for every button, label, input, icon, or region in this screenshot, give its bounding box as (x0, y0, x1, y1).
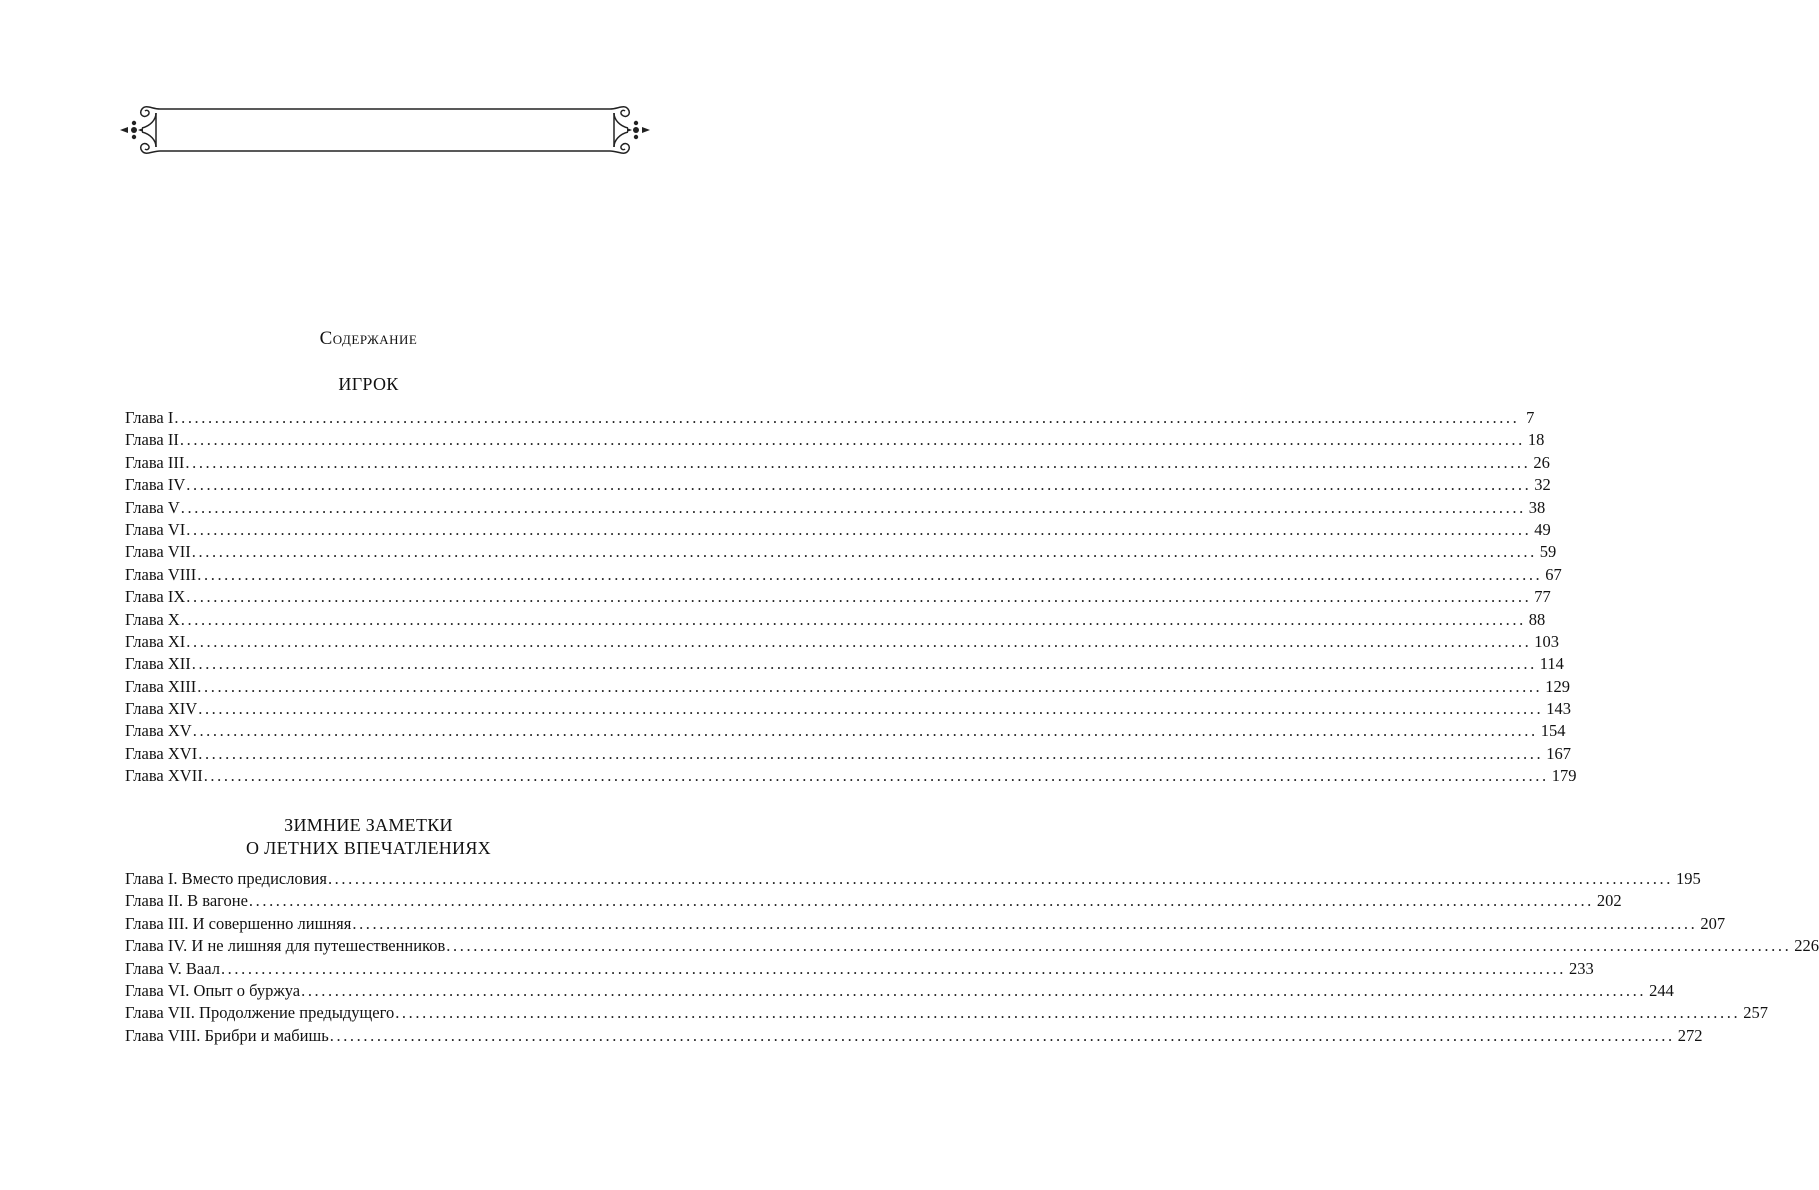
section-heading-line: ЗИМНИЕ ЗАМЕТКИ (284, 815, 453, 835)
toc-entry-label: Глава II (125, 430, 179, 450)
toc-entry-label: Глава IV (125, 475, 186, 495)
toc-entry (125, 698, 1571, 720)
toc-leader-dots: ........................................................................................................................................................................................................ (198, 699, 1544, 719)
toc-leader-dots: ........................................................................................................................................................................................................ (198, 743, 1544, 763)
toc-leader-dots: ........................................................................................................................................................................................................ (301, 980, 1647, 1000)
toc-entry-label: Глава VI (125, 519, 186, 539)
toc-entry-page: 18 (1527, 430, 1545, 450)
toc-entry (125, 676, 1571, 698)
toc-entry-page: 67 (1545, 564, 1562, 584)
toc-entry-label: Глава XV (125, 721, 192, 741)
toc-entry (125, 1025, 1703, 1047)
toc-entry-page: 143 (1546, 699, 1571, 719)
toc-entry-label: Глава XI (125, 631, 186, 651)
toc-entry-label: Глава XVI (125, 743, 198, 763)
toc-entry (125, 407, 1535, 429)
toc-entry-label: Глава II. В вагоне (125, 891, 248, 911)
toc-entry-page: 103 (1534, 631, 1560, 651)
toc-entry-label: Глава VI. Опыт о буржуа (125, 980, 301, 1000)
toc-list-zimnie-zametki (125, 868, 1819, 1047)
toc-entry-label: Глава XII (125, 654, 191, 674)
toc-entry (125, 564, 1562, 586)
toc-leader-dots: ........................................................................................................................................................................................................ (327, 869, 1673, 888)
toc-entry-page: 26 (1533, 452, 1550, 472)
section-heading-igrok (0, 373, 737, 396)
toc-entry-page: 233 (1568, 958, 1594, 978)
toc-leader-dots: ........................................................................................................................................................................................................ (174, 408, 1520, 427)
toc-entry (125, 980, 1674, 1002)
toc-entry (125, 497, 1546, 519)
toc-entry-page: 244 (1649, 980, 1674, 1000)
toc-entry-label: Глава IV. И не лишняя для путешественников (125, 936, 446, 956)
toc-leader-dots: ........................................................................................................................................................................................................ (220, 958, 1566, 978)
toc-entry-label: Глава VIII. Брибри и мабишь (125, 1025, 329, 1045)
toc-entry-page: 154 (1540, 721, 1566, 741)
toc-leader-dots: ........................................................................................................................................................................................................ (186, 519, 1532, 539)
toc-list-igrok (125, 407, 1577, 788)
toc-leader-dots: ........................................................................................................................................................................................................ (186, 475, 1532, 495)
toc-title: Содержание (319, 328, 418, 349)
toc-leader-dots: ........................................................................................................................................................................................................ (186, 631, 1532, 651)
toc-entry-label: Глава III. И совершенно лишняя (125, 913, 352, 933)
toc-entry-page: 195 (1675, 869, 1701, 888)
toc-entry-page: 226 (1794, 936, 1819, 956)
toc-entry-label: Глава V (125, 497, 180, 517)
toc-entry (125, 1002, 1768, 1024)
toc-entry (125, 452, 1550, 474)
toc-entry-page: 114 (1539, 654, 1564, 674)
toc-entry-page: 77 (1534, 587, 1551, 607)
toc-entry-label: Глава VII. Продолжение предыдущего (125, 1003, 395, 1023)
toc-entry (125, 586, 1551, 608)
toc-entry (125, 890, 1622, 912)
toc-entry-page: 49 (1534, 519, 1551, 539)
toc-entry (125, 609, 1546, 631)
toc-leader-dots: ........................................................................................................................................................................................................ (185, 452, 1531, 472)
toc-entry-page: 7 (1526, 408, 1535, 427)
toc-entry-label: Глава X (125, 609, 180, 629)
toc-leader-dots: ........................................................................................................................................................................................................ (191, 542, 1537, 562)
toc-leader-dots: ........................................................................................................................................................................................................ (446, 936, 1792, 956)
toc-entry-label: Глава XIV (125, 699, 198, 719)
toc-entry-page: 129 (1545, 676, 1571, 696)
toc-entry-page: 38 (1528, 497, 1546, 517)
toc-entry (125, 541, 1557, 563)
toc-entry (125, 935, 1819, 957)
toc-entry (125, 653, 1564, 675)
toc-leader-dots: ........................................................................................................................................................................................................ (395, 1003, 1741, 1023)
toc-leader-dots: ........................................................................................................................................................................................................ (203, 766, 1549, 786)
toc-entry (125, 519, 1551, 541)
toc-entry (125, 720, 1566, 742)
toc-entry-label: Глава I (125, 408, 174, 427)
toc-entry-page: 202 (1596, 891, 1622, 911)
toc-entry (125, 429, 1545, 451)
toc-entry-page: 179 (1551, 766, 1577, 786)
toc-leader-dots: ........................................................................................................................................................................................................ (191, 654, 1537, 674)
toc-entry-label: Глава IX (125, 587, 186, 607)
toc-leader-dots: ........................................................................................................................................................................................................ (248, 891, 1594, 911)
toc-entry (125, 474, 1551, 496)
toc-entry-label: Глава I. Вместо предисловия (125, 869, 327, 888)
toc-entry (125, 958, 1594, 980)
toc-leader-dots: ........................................................................................................................................................................................................ (180, 497, 1526, 517)
section-heading-zimnie-zametki (0, 814, 737, 860)
section-heading-line: ИГРОК (338, 374, 399, 394)
toc-leader-dots: ........................................................................................................................................................................................................ (180, 609, 1526, 629)
toc-entry-label: Глава XVII (125, 766, 203, 786)
toc-entry-page: 207 (1700, 913, 1726, 933)
toc-entry (125, 743, 1571, 765)
toc-entry-page: 272 (1677, 1025, 1703, 1045)
toc-entry-label: Глава III (125, 452, 185, 472)
toc-entry-label: Глава VII (125, 542, 191, 562)
toc-entry-page: 88 (1528, 609, 1546, 629)
toc-entry (125, 913, 1726, 935)
toc-leader-dots: ........................................................................................................................................................................................................ (186, 587, 1532, 607)
toc-entry-page: 257 (1743, 1003, 1768, 1023)
toc-entry (125, 631, 1560, 653)
section-heading-line: О ЛЕТНИХ ВПЕЧАТЛЕНИЯХ (246, 838, 491, 858)
toc-entry-label: Глава XIII (125, 676, 197, 696)
toc-leader-dots: ........................................................................................................................................................................................................ (192, 721, 1538, 741)
toc-entry-label: Глава VIII (125, 564, 197, 584)
toc-leader-dots: ........................................................................................................................................................................................................ (352, 913, 1698, 933)
toc-leader-dots: ........................................................................................................................................................................................................ (329, 1025, 1675, 1045)
toc-entry-page: 167 (1546, 743, 1571, 763)
toc-leader-dots: ........................................................................................................................................................................................................ (179, 430, 1525, 450)
toc-leader-dots: ........................................................................................................................................................................................................ (197, 564, 1543, 584)
toc-entry-page: 59 (1539, 542, 1557, 562)
toc-entry-label: Глава V. Ваал (125, 958, 220, 978)
toc-entry (125, 765, 1577, 787)
toc-entry (125, 868, 1701, 890)
toc-entry-page: 32 (1534, 475, 1551, 495)
toc-leader-dots: ........................................................................................................................................................................................................ (197, 676, 1543, 696)
header-ornament-frame (112, 100, 658, 160)
